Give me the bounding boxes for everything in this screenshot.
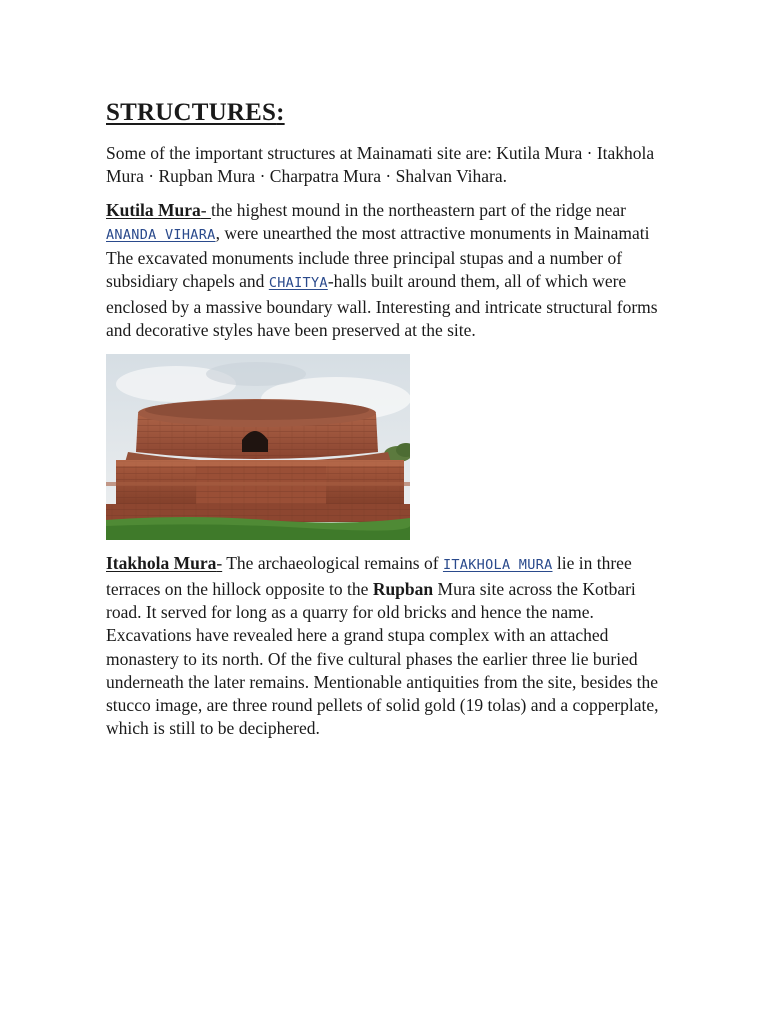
document-page: [106, 96, 666, 741]
itakhola-text-1: The archaeological remains of: [222, 553, 443, 574]
itakhola-term: Itakhola Mura: [106, 553, 217, 574]
chaitya-link[interactable]: CHAITYA: [268, 275, 328, 292]
itakhola-dash: -: [216, 553, 223, 574]
kutila-dash: -: [200, 199, 211, 220]
itakhola-paragraph: [106, 552, 666, 740]
kutila-text-2: , were unearthed the most attractive monuments in Mainamati The excavated monuments include three principal stupas and a number of subsidiary chapels and: [106, 222, 650, 292]
intro-paragraph: Some of the important structures at Mainamati site are: Kutila Mura · Itakhola Mura · Rupban Mura · Charpatra Mura · Shalvan Vihara.: [106, 143, 655, 187]
itakhola-text-2: lie in three terraces on the hillock opposite to the: [106, 553, 632, 599]
stupa-photo: [106, 354, 410, 540]
page-title: [106, 96, 666, 130]
itakhola-text-3: Mura site across the Kotbari road. It served for long as a quarry for old bricks and hence the name. Excavations have revealed here a grand stupa complex with an attached monastery to its north. Of the five cultural phases the earlier three lie buried underneath the later remains. Mentionable antiquities from the site, besides the stucco image, are three round pellets of solid gold (19 tolas) and a copperplate, which is still to be deciphered.: [106, 578, 659, 739]
kutila-paragraph: [106, 199, 666, 343]
kutila-text-1: the highest mound in the northeastern part of the ridge near: [211, 199, 627, 220]
heading-text: STRUCTURES: [106, 99, 277, 126]
kutila-text-3: -halls built around them, all of which were enclosed by a massive boundary wall. Interesting and intricate structural forms and decorative styles have been preserved at the site.: [106, 271, 658, 341]
kutila-term: Kutila Mura: [106, 199, 201, 220]
itakhola-mura-link[interactable]: ITAKHOLA MURA: [442, 557, 553, 574]
ananda-vihara-link[interactable]: ANANDA VIHARA: [106, 226, 216, 243]
rupban-bold: Rupban: [372, 578, 434, 599]
heading-colon: :: [276, 99, 285, 126]
